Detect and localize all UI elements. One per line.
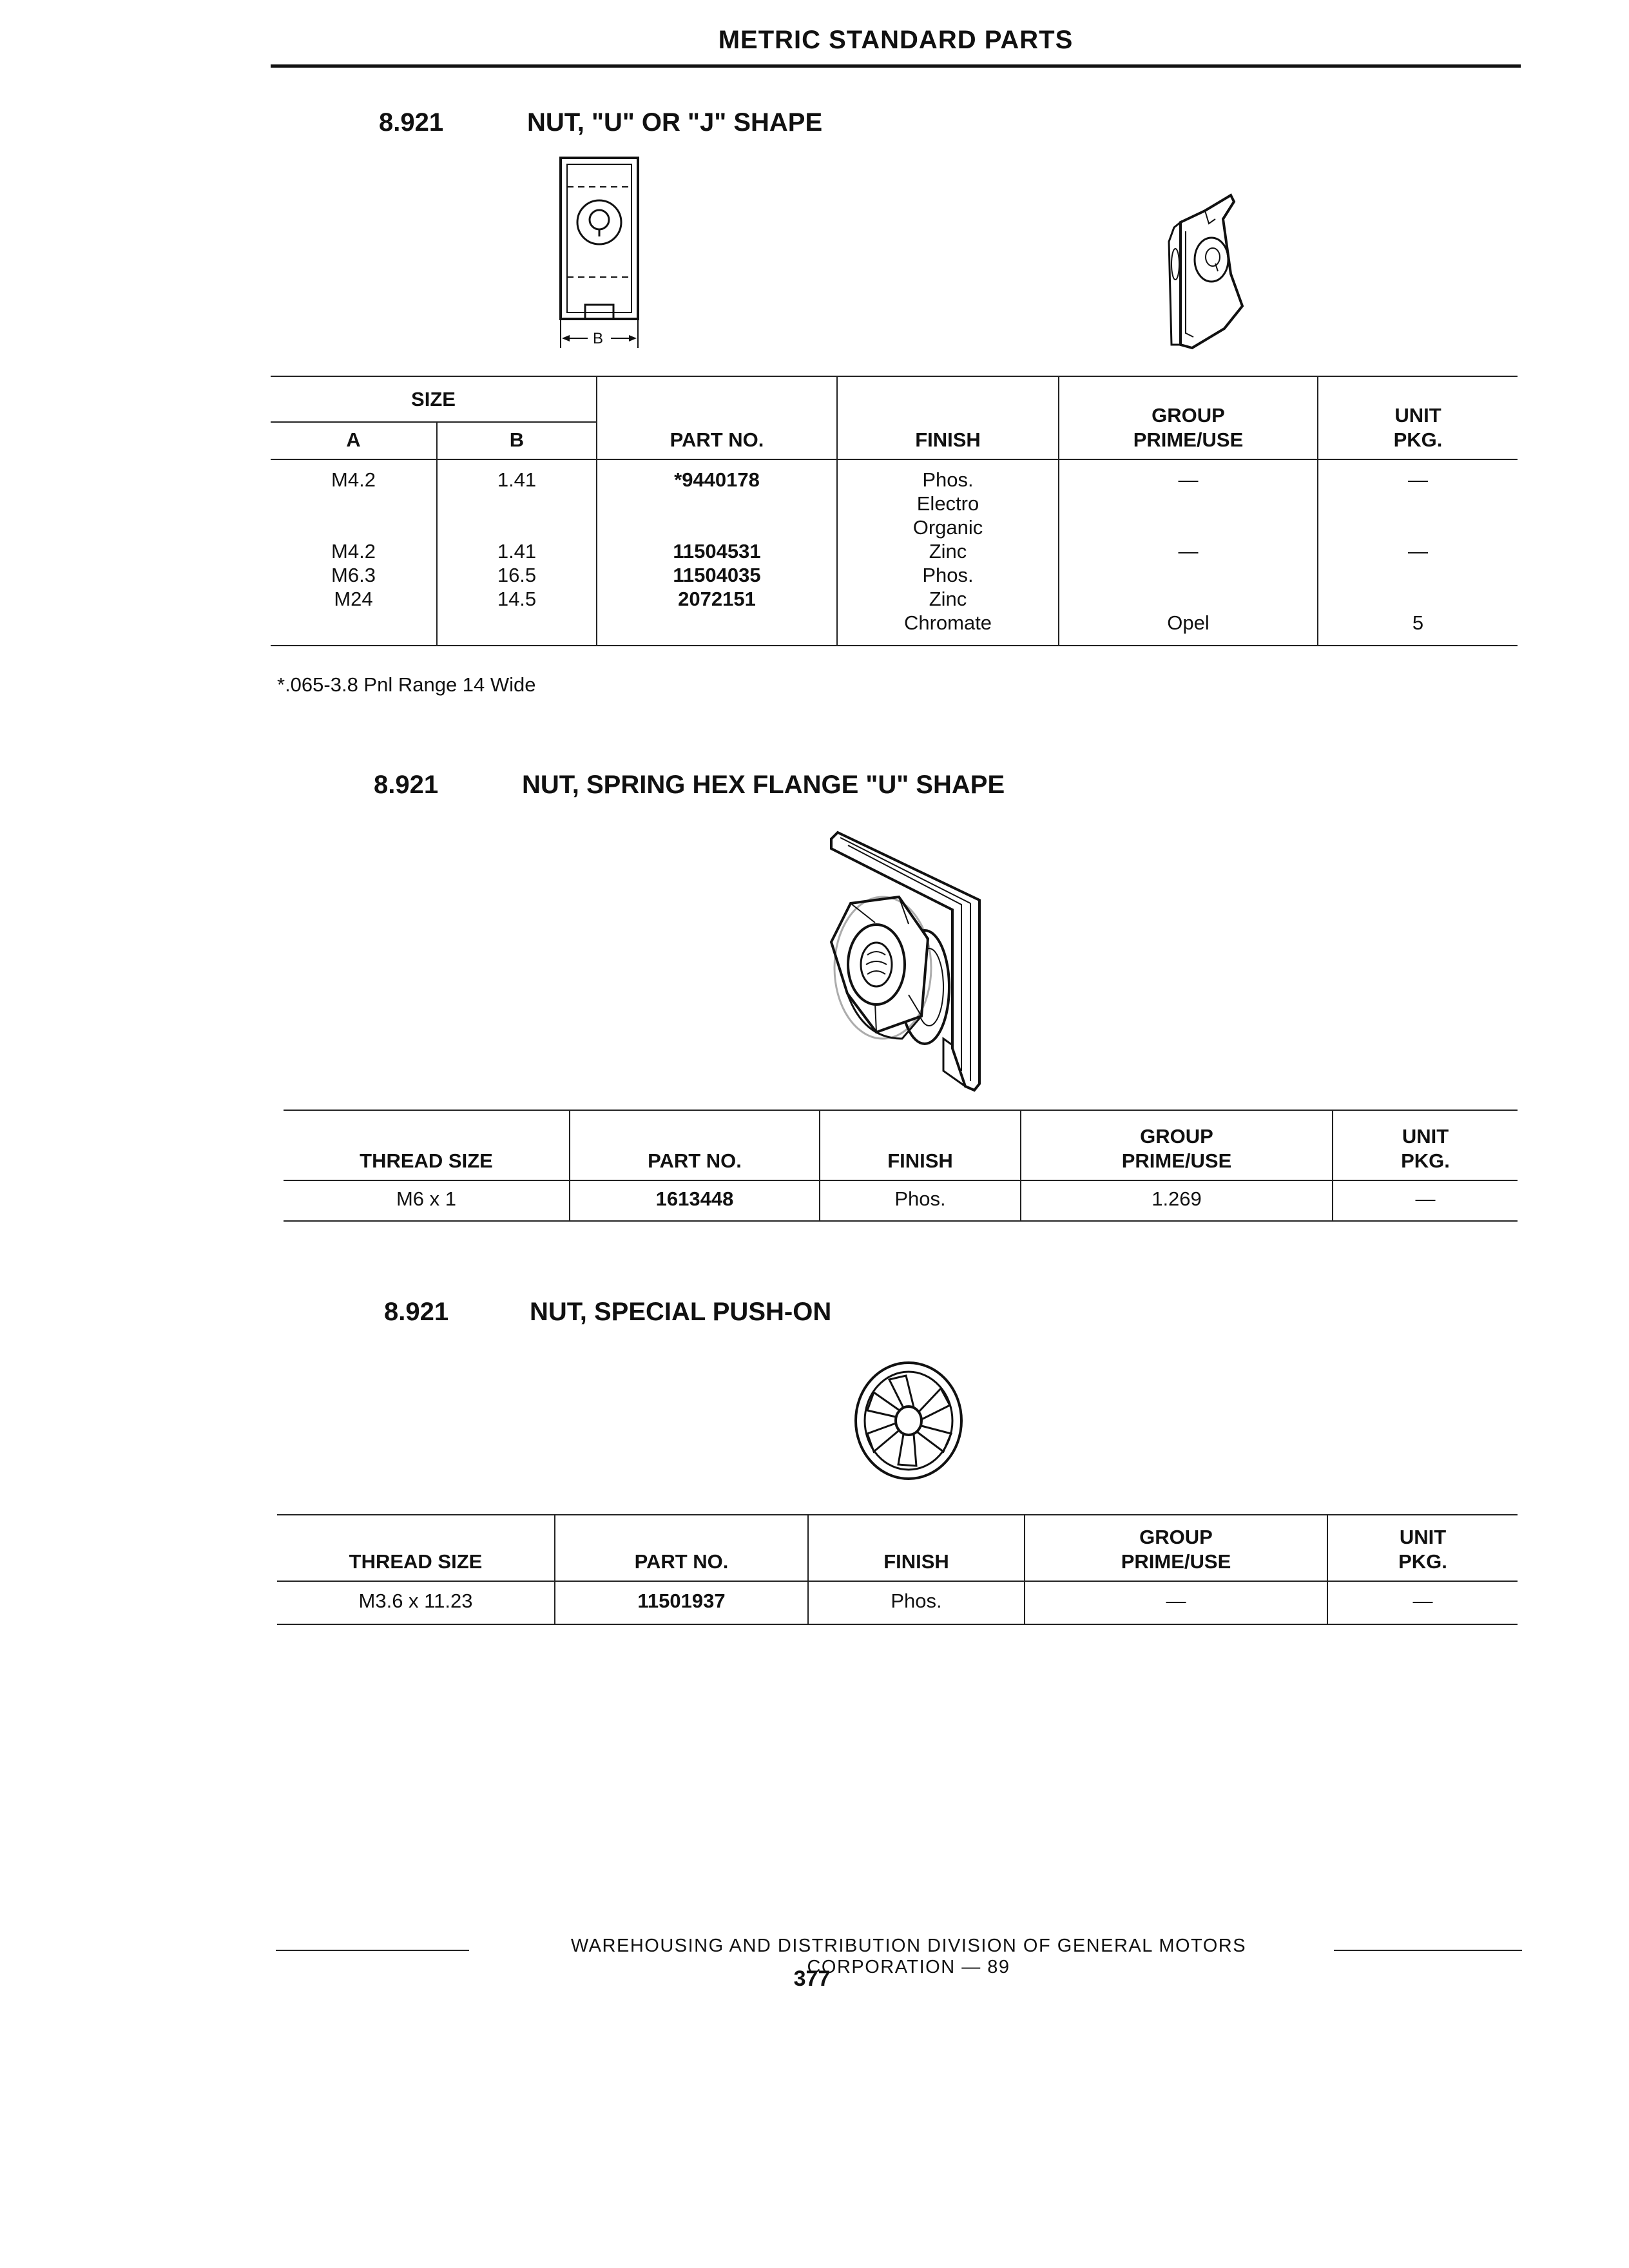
page-header: METRIC STANDARD PARTS	[718, 26, 1074, 54]
part-no-cell: *9440178 11504531 11504035 2072151	[597, 459, 837, 645]
section-3-number: 8.921	[384, 1298, 449, 1326]
finish-cell: Phos.	[820, 1180, 1021, 1220]
footer-rule-left	[276, 1950, 469, 1951]
size-a-cell: M4.2 M4.2 M6.3 M24	[331, 468, 376, 610]
thread-size-cell: M3.6 x 11.23	[358, 1590, 473, 1612]
part-no-cell: 1613448	[570, 1180, 820, 1220]
table-1-bottom-rule	[271, 645, 1518, 646]
section-3-title: NUT, SPECIAL PUSH-ON	[530, 1298, 832, 1326]
u-nut-clip-drawing	[1147, 184, 1263, 364]
size-header: SIZE	[271, 377, 597, 422]
part-no-header: PART NO.	[570, 1111, 820, 1180]
thread-size-header: THREAD SIZE	[284, 1111, 570, 1180]
group-cell: —	[1025, 1581, 1327, 1624]
table-3-bottom-rule	[277, 1624, 1518, 1625]
page-number: 377	[793, 1966, 831, 1991]
finish-cell: Phos.	[808, 1581, 1025, 1624]
group-cell: 1.269	[1021, 1180, 1333, 1220]
table-row	[277, 1581, 1518, 1624]
finish-cell: Phos. Electro Organic Zinc Phos. Zinc Chromate	[837, 459, 1059, 645]
section-2-title: NUT, SPRING HEX FLANGE "U" SHAPE	[522, 771, 1005, 799]
size-b-header: B	[437, 422, 597, 459]
finish-header: FINISH	[820, 1111, 1021, 1180]
push-on-nut-drawing	[844, 1356, 973, 1485]
unit-pkg-cell: — — 5	[1318, 459, 1518, 645]
section-1-title: NUT, "U" OR "J" SHAPE	[527, 108, 823, 137]
group-header: GROUP PRIME/USE	[1021, 1111, 1333, 1180]
footer-rule-right	[1334, 1950, 1522, 1951]
unit-pkg-header: UNIT PKG.	[1327, 1515, 1518, 1581]
unit-pkg-header: UNIT PKG.	[1318, 377, 1518, 459]
spring-hex-flange-nut-drawing	[786, 826, 999, 1097]
unit-pkg-header: UNIT PKG.	[1333, 1111, 1518, 1180]
thread-size-header: THREAD SIZE	[277, 1515, 555, 1581]
part-no-cell: 11501937	[555, 1581, 808, 1624]
table-1	[271, 377, 1518, 645]
size-a-header: A	[271, 422, 437, 459]
group-header: GROUP PRIME/USE	[1059, 377, 1318, 459]
part-no-header: PART NO.	[555, 1515, 808, 1581]
footer-text: WAREHOUSING AND DISTRIBUTION DIVISION OF GENERAL MOTORS CORPORATION — 89	[570, 1936, 1247, 1977]
group-cell: — — Opel	[1059, 459, 1318, 645]
finish-header: FINISH	[837, 377, 1059, 459]
table-2-bottom-rule	[284, 1220, 1518, 1222]
table-row	[271, 459, 1518, 645]
footnote: *.065-3.8 Pnl Range 14 Wide	[277, 673, 536, 696]
size-b-cell: 1.41 1.41 16.5 14.5	[437, 459, 597, 645]
header-rule	[271, 64, 1521, 68]
thread-size-cell: M6 x 1	[396, 1187, 457, 1210]
dimension-b-label: B	[593, 330, 604, 347]
unit-pkg-cell: —	[1327, 1581, 1518, 1624]
unit-pkg-cell: —	[1333, 1180, 1518, 1220]
table-3	[277, 1515, 1518, 1624]
section-2-number: 8.921	[374, 771, 439, 799]
finish-header: FINISH	[808, 1515, 1025, 1581]
table-2	[284, 1111, 1518, 1220]
u-nut-flat-drawing	[554, 151, 644, 351]
section-1-number: 8.921	[379, 108, 444, 137]
part-no-header: PART NO.	[597, 377, 837, 459]
table-row	[284, 1180, 1518, 1220]
group-header: GROUP PRIME/USE	[1025, 1515, 1327, 1581]
